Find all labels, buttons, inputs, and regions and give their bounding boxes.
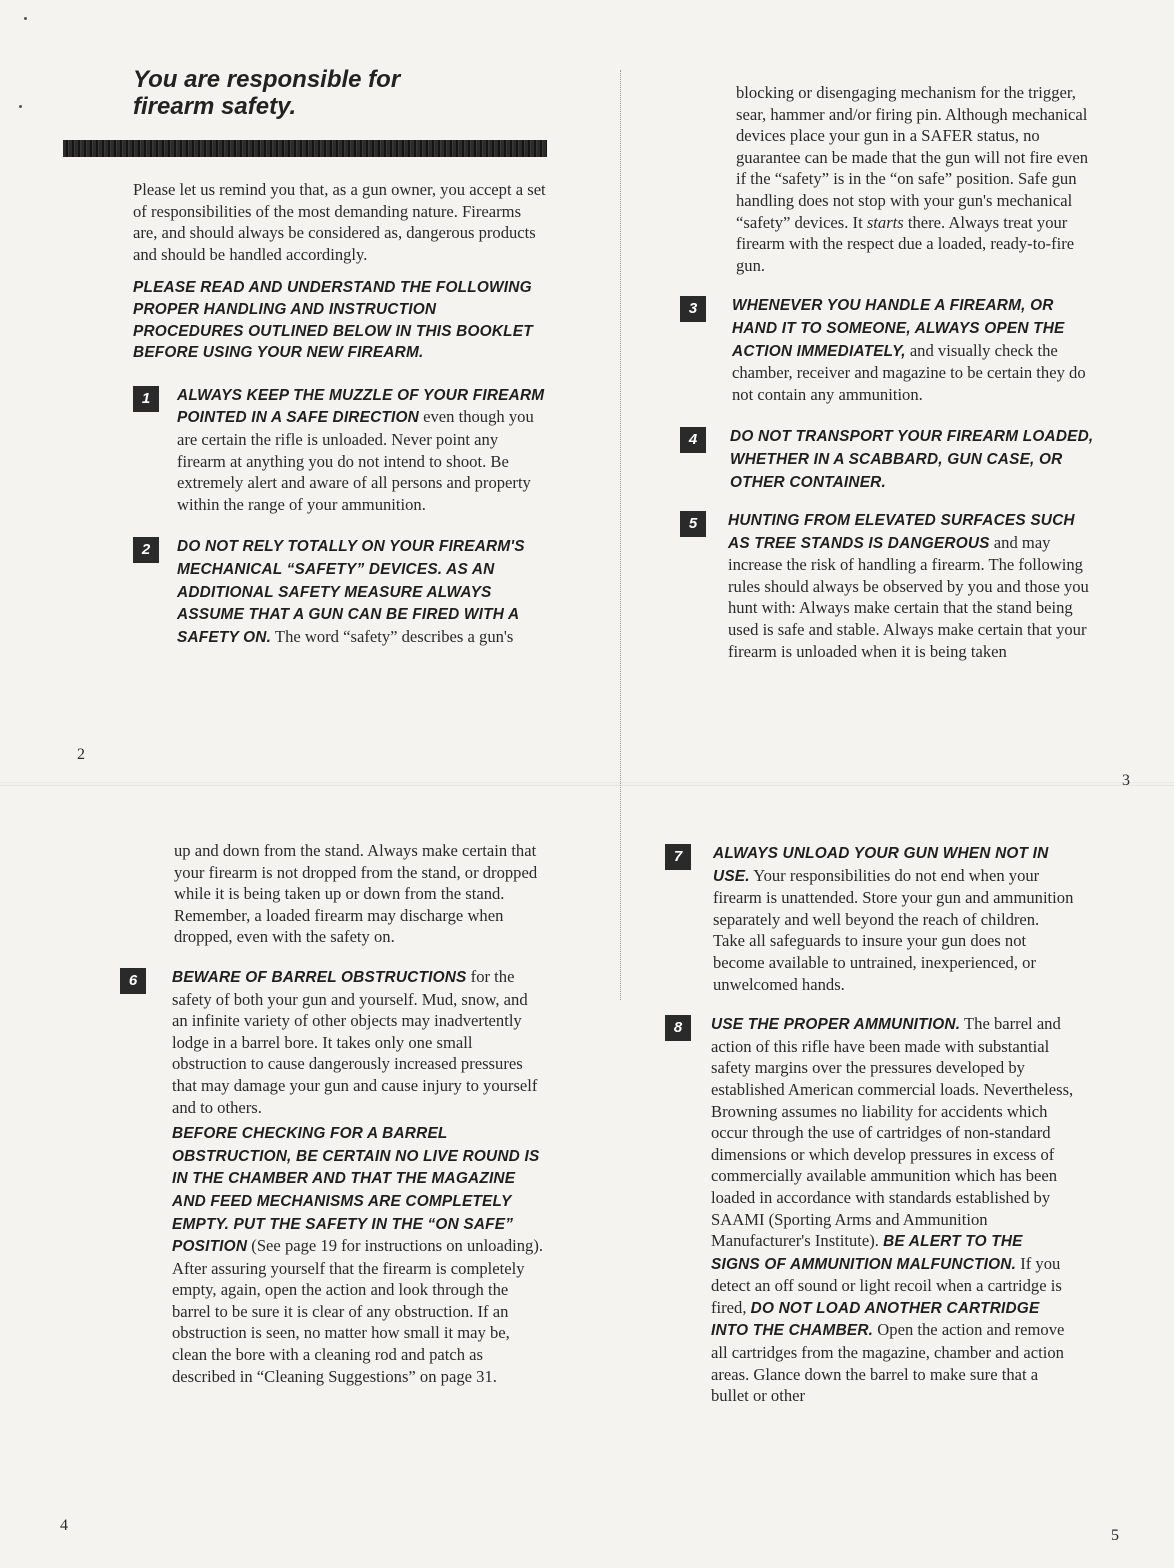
- speck: [24, 17, 27, 20]
- rule-number-badge: 1: [133, 386, 159, 412]
- rule-number-badge: 3: [680, 296, 706, 322]
- rule-number-badge: 7: [665, 844, 691, 870]
- rule-warning: BE ALERT TO THE SIGNS OF AMMUNITION MALFUNCTION.: [711, 1233, 1023, 1273]
- rule-text: The word “safety” describes a gun's: [271, 626, 514, 646]
- rule-text: and visually check the chamber, receiver and magazine to be certain they do not contain any ammunition.: [732, 340, 1086, 404]
- rule-text: The barrel and action of this rifle have been made with substantial safety margins over the pressures developed by established American commercial loads. Nevertheless, Browning assumes no liability for accidents which occur through the use of cartridges of non-standard dimensions or which develop pressures in excess of commercially available ammunition which has been loaded in accordance with standards established by SAAMI (Sporting Arms and Ammunition Manufacturer's Institute).: [711, 1014, 1074, 1251]
- rule-1: [133, 384, 547, 516]
- rule-2: [133, 535, 547, 648]
- rule-8: [665, 1013, 1075, 1407]
- rule-number-badge: 2: [133, 537, 159, 563]
- continued-text: blocking or disengaging mechanism for the trigger, sear, hammer and/or firing pin. Although mechanical devices place your gun in a SAFER status, no guarantee can be made that the gun will not fire even if the “safety” is in the “on safe” position. Safe gun handling does not stop with your gun's mechanical “safety” devices. It starts there. Always treat your firearm with the respect due a loaded, ready-to-fire gun.: [736, 83, 1089, 275]
- page-3: [680, 82, 1095, 662]
- rule-heading: BEWARE OF BARREL OBSTRUCTIONS: [172, 968, 467, 986]
- page-number: 4: [60, 1517, 68, 1534]
- rule-heading: HUNTING FROM ELEVATED SURFACES SUCH AS TREE STANDS IS DANGEROUS: [728, 512, 1075, 552]
- vertical-fold: [620, 70, 621, 1000]
- rule-heading: ALWAYS UNLOAD YOUR GUN WHEN NOT IN USE.: [713, 845, 1049, 885]
- rule-warning: BEFORE CHECKING FOR A BARREL OBSTRUCTION, BE CERTAIN NO LIVE ROUND IS IN THE CHAMBER AND THAT THE MAGAZINE AND FEED MECHANISMS ARE COMPLETELY EMPTY. PUT THE SAFETY IN THE “ON SAFE” POSITION: [172, 1125, 540, 1256]
- rule-heading: DO NOT RELY TOTALLY ON YOUR FIREARM'S MECHANICAL “SAFETY” DEVICES. AS AN ADDITIONAL SAFETY MEASURE ALWAYS ASSUME THAT A GUN CAN BE FIRED WITH A SAFETY ON.: [177, 538, 525, 646]
- rule-text: If you detect an off sound or light recoil when a cartridge is fired,: [711, 1253, 1062, 1317]
- rule-text: for the safety of both your gun and yourself. Mud, snow, and an infinite variety of other objects may inadvertently lodge in a barrel bore. It takes only one small obstruction to cause dangerously increased pressures that may damage your gun and cause injury to yourself and to others.: [172, 966, 538, 1117]
- rule-text: Your responsibilities do not end when your firearm is unattended. Store your gun and ammunition separately and well beyond the reach of children. Take all safeguards to insure your gun does not become available to untrained, inexperienced, or unwelcomed hands.: [713, 865, 1074, 994]
- rule-number-badge: 6: [120, 968, 146, 994]
- rule-text: (See page 19 for instructions on unloading). After assuring yourself that the firearm is completely empty, again, open the action and look through the barrel to be sure it is clear of any obstruction. If an obstruction is seen, no matter how small it may be, clean the bore with a cleaning rod and patch as described in “Cleaning Suggestions” on page 31.: [172, 1236, 544, 1386]
- rule-number-badge: 5: [680, 511, 706, 537]
- rule-6: [120, 966, 544, 1387]
- page-title-line1: You are responsible for: [133, 66, 401, 93]
- continued-text: up and down from the stand. Always make certain that your firearm is not dropped from the stand, or dropped while it is being taken up or down from the stand. Remember, a loaded firearm may discharge when dropped, even with the safety on.: [174, 841, 538, 947]
- rule-warning: DO NOT LOAD ANOTHER CARTRIDGE INTO THE CHAMBER.: [711, 1299, 1040, 1340]
- rule-text: Open the action and remove all cartridges from the magazine, chamber and action areas. Glance down the barrel to make sure that a bullet or other: [711, 1320, 1065, 1406]
- page-number: 5: [1111, 1527, 1119, 1544]
- rule-heading: USE THE PROPER AMMUNITION.: [711, 1016, 961, 1034]
- page-4: [120, 840, 544, 1387]
- page-number: 2: [77, 746, 85, 763]
- page-5: [665, 842, 1075, 1407]
- title-rule: [63, 140, 547, 157]
- page-title-line2: firearm safety.: [133, 93, 297, 120]
- rule-7: [665, 842, 1075, 995]
- rule-heading: WHENEVER YOU HANDLE A FIREARM, OR HAND IT TO SOMEONE, ALWAYS OPEN THE ACTION IMMEDIATELY,: [732, 297, 1065, 360]
- rule-3: [680, 294, 1095, 405]
- rule-text: even though you are certain the rifle is unloaded. Never point any firearm at anything you do not intend to shoot. Be extremely alert and aware of all persons and property within the range of your ammunition.: [177, 407, 534, 514]
- rule-4: [680, 425, 1095, 493]
- rule-number-badge: 4: [680, 427, 706, 453]
- rule-text: and may increase the risk of handling a firearm. The following rules should always be observed by you and those you hunt with: Always make certain that the stand being used is safe and stable. Always make certain that your firearm is unloaded when it is being taken: [728, 532, 1089, 661]
- horizontal-fold: [0, 782, 1174, 786]
- page-2: [133, 66, 547, 648]
- rule-5: [680, 509, 1095, 662]
- rule-number-badge: 8: [665, 1015, 691, 1041]
- page-number: 3: [1122, 772, 1130, 789]
- intro-paragraph: Please let us remind you that, as a gun owner, you accept a set of responsibilities of the most demanding nature. Firearms are, and should always be considered as, dangerous products and should be handled accordingly.: [133, 180, 546, 264]
- read-notice: PLEASE READ AND UNDERSTAND THE FOLLOWING PROPER HANDLING AND INSTRUCTION PROCEDURES OUTLINED BELOW IN THIS BOOKLET BEFORE USING YOUR NEW FIREARM.: [133, 279, 533, 362]
- rule-heading: DO NOT TRANSPORT YOUR FIREARM LOADED, WHETHER IN A SCABBARD, GUN CASE, OR OTHER CONTAINER.: [730, 428, 1094, 491]
- rule-heading: ALWAYS KEEP THE MUZZLE OF YOUR FIREARM POINTED IN A SAFE DIRECTION: [177, 386, 545, 427]
- speck: [19, 105, 22, 108]
